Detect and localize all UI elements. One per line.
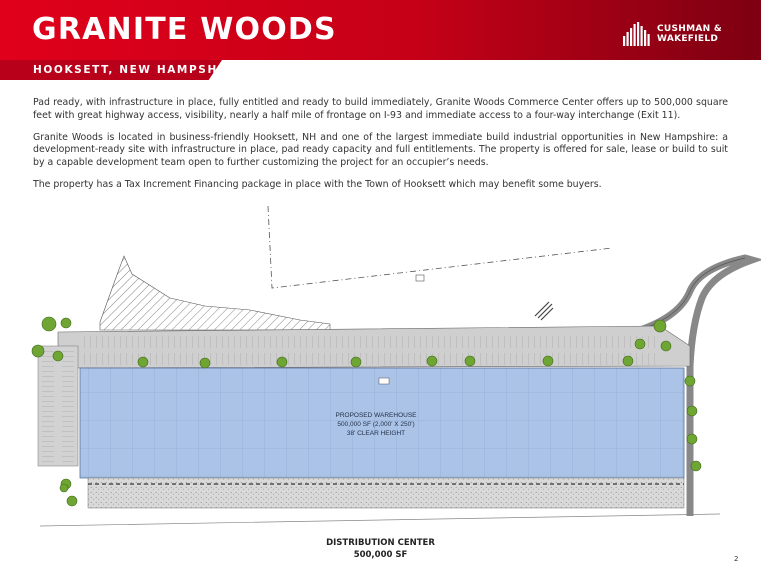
caption-line-2: 500,000 SF: [353, 550, 408, 560]
page-title: GRANITE WOODS: [32, 12, 337, 47]
building-label-name: PROPOSED WAREHOUSE: [335, 412, 417, 419]
plan-caption: [0, 537, 761, 561]
page-number: 2: [734, 555, 739, 563]
site-plan-drawing: [0, 196, 761, 536]
building-bars-icon: [623, 22, 653, 46]
upper-parking-stalls-2: [80, 353, 655, 365]
caption-line-1: DISTRIBUTION CENTER: [326, 538, 435, 548]
building-tag: [379, 378, 389, 384]
left-parking-stalls-2: [62, 348, 74, 463]
building-label-height: 38' CLEAR HEIGHT: [346, 430, 406, 437]
marker-sign: [416, 275, 424, 281]
upper-parking-stalls: [80, 336, 655, 348]
truck-court: [88, 478, 684, 508]
location-subtitle: HOOKSETT, NEW HAMPSHIRE: [33, 64, 242, 76]
building-label-size: 500,000 SF (2,000' X 250'): [337, 421, 415, 428]
brand-line-2: WAKEFIELD: [657, 34, 719, 44]
paragraph-2: Granite Woods is located in business-friendly Hooksett, NH and one of the largest immediate build industrial opportunities in New Hampshire: a development-ready site with infrastructure in place, pad ready capacity and full entitlements. The property is offered for sale, lease or build to suit by a capable development team open to further customizing the project for an occupier’s needs.: [33, 131, 728, 168]
brand-wordmark: [657, 24, 722, 44]
site-boundary: [40, 514, 720, 526]
property-line: [268, 206, 612, 288]
left-parking-stalls: [42, 348, 54, 463]
brand-line-1: CUSHMAN &: [657, 24, 723, 34]
paragraph-3: The property has a Tax Increment Financing package in place with the Town of Hooksett which may benefit some buyers.: [33, 178, 602, 190]
equipment-symbol: [535, 302, 553, 320]
description-text: [33, 97, 728, 201]
paragraph-1: Pad ready, with infrastructure in place, fully entitled and ready to build immediately, Granite Woods Commerce Center offers up to 500,000 square feet with great highway access, visibility, nearly a half mile of frontage on I-93 and immediate access to a four-way interchange (Exit 11).: [33, 97, 728, 121]
brand-logo: [623, 22, 722, 46]
hatched-slope: [100, 256, 330, 330]
